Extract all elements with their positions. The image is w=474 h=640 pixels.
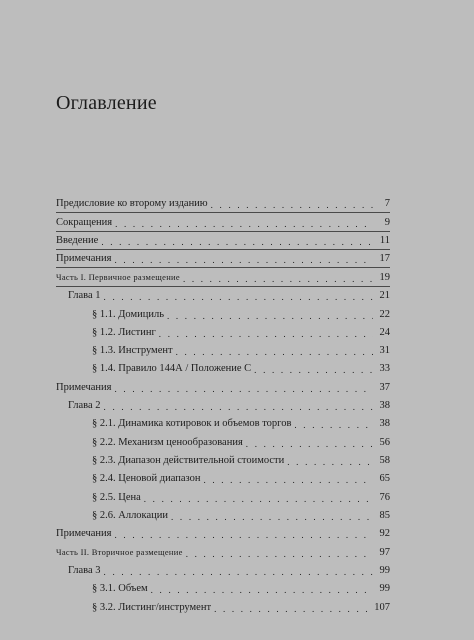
toc-page-number: 22 <box>379 308 390 320</box>
toc-page-number: 38 <box>379 417 390 429</box>
toc-leader-dots <box>176 348 373 357</box>
toc-label: Введение <box>56 234 99 246</box>
toc-page-number: 76 <box>379 491 390 503</box>
toc-row-notes-3[interactable] <box>56 524 390 542</box>
toc-label: § 2.2. Механизм ценообразования <box>92 436 243 448</box>
toc-row-abbreviations[interactable] <box>56 213 390 231</box>
toc-page-number: 92 <box>379 527 390 539</box>
toc-page-number: 31 <box>379 344 390 356</box>
toc-leader-dots <box>287 458 373 467</box>
toc-page-number: 99 <box>379 582 390 594</box>
toc-row-section-2-6[interactable] <box>92 506 390 524</box>
toc-label: § 3.2. Листинг/инструмент <box>92 601 212 613</box>
page-title: Оглавление <box>56 92 157 114</box>
toc-label: Предисловие ко второму изданию <box>56 197 208 209</box>
toc-leader-dots <box>115 256 373 265</box>
toc-page-number: 17 <box>379 252 390 264</box>
toc-page-number: 37 <box>379 381 390 393</box>
toc-row-chapter-3[interactable] <box>68 561 390 579</box>
toc-leader-dots <box>144 495 373 504</box>
toc-label: § 1.4. Правило 144А / Положение С <box>92 362 252 374</box>
toc-row-section-2-3[interactable] <box>92 451 390 469</box>
toc-label: Глава 1 <box>68 289 101 301</box>
toc-label: § 2.4. Ценовой диапазон <box>92 472 201 484</box>
toc-leader-dots <box>115 385 373 394</box>
toc-part-label: Часть I. Первичное размещение <box>56 272 180 282</box>
toc-label: § 3.1. Объем <box>92 582 148 594</box>
toc-leader-dots <box>104 293 373 302</box>
toc-leader-dots <box>115 531 373 540</box>
toc-leader-dots <box>115 220 373 229</box>
toc-leader-dots <box>203 476 373 485</box>
toc-page-number: 38 <box>379 399 390 411</box>
toc-row-chapter-1[interactable] <box>68 286 390 304</box>
toc-label: § 2.6. Аллокации <box>92 509 169 521</box>
toc-leader-dots <box>167 312 373 321</box>
toc-label: Примечания <box>56 381 112 393</box>
toc-page-number: 56 <box>379 436 390 448</box>
toc-label: Глава 2 <box>68 399 101 411</box>
toc-page-number: 99 <box>379 564 390 576</box>
toc-page-number: 24 <box>379 326 390 338</box>
toc-page-number: 65 <box>379 472 390 484</box>
toc-label: § 2.3. Диапазон действительной стоимости <box>92 454 285 466</box>
toc-page-number: 33 <box>379 362 390 374</box>
toc-leader-dots <box>246 440 373 449</box>
toc-part-label: Часть II. Вторичное размещение <box>56 547 183 557</box>
toc-row-section-3-2[interactable] <box>92 598 390 616</box>
toc-leader-dots <box>183 275 373 284</box>
toc-row-introduction[interactable] <box>56 231 390 249</box>
toc-page-number: 9 <box>384 216 390 228</box>
toc-row-section-1-3[interactable] <box>92 341 390 359</box>
toc-leader-dots <box>104 403 373 412</box>
toc-page-number: 7 <box>384 197 390 209</box>
toc-page-number: 107 <box>374 601 390 613</box>
toc-leader-dots <box>186 550 373 559</box>
toc-leader-dots <box>151 586 373 595</box>
toc-leader-dots <box>254 366 373 375</box>
toc-row-section-1-1[interactable] <box>92 305 390 323</box>
toc-label: § 2.5. Цена <box>92 491 141 503</box>
toc-row-chapter-2[interactable] <box>68 396 390 414</box>
toc-page-number: 58 <box>379 454 390 466</box>
toc-row-notes[interactable] <box>56 249 390 267</box>
toc-page-number: 11 <box>379 234 390 246</box>
toc-leader-dots <box>294 421 373 430</box>
toc-page-number: 19 <box>379 271 390 283</box>
toc-leader-dots <box>211 201 373 210</box>
toc-leader-dots <box>159 330 373 339</box>
toc-row-section-2-5[interactable] <box>92 488 390 506</box>
toc-row-section-2-4[interactable] <box>92 469 390 487</box>
toc-label: § 2.1. Динамика котировок и объемов торгов <box>92 417 292 429</box>
toc-leader-dots <box>214 605 371 614</box>
toc-page-number: 21 <box>379 289 390 301</box>
toc-row-section-1-4[interactable] <box>92 359 390 377</box>
toc-page-number: 85 <box>379 509 390 521</box>
toc-row-section-2-2[interactable] <box>92 433 390 451</box>
toc-label: § 1.1. Домициль <box>92 308 164 320</box>
toc-row-part-2[interactable] <box>56 543 390 561</box>
toc-row-part-1[interactable] <box>56 268 390 286</box>
toc-row-notes-2[interactable] <box>56 378 390 396</box>
toc-leader-dots <box>104 568 373 577</box>
toc-label: § 1.3. Инструмент <box>92 344 173 356</box>
toc-row-section-3-1[interactable] <box>92 579 390 597</box>
toc-row-section-1-2[interactable] <box>92 323 390 341</box>
toc-leader-dots <box>171 513 373 522</box>
toc-label: Примечания <box>56 527 112 539</box>
toc-label: Сокращения <box>56 216 113 228</box>
toc-label: § 1.2. Листинг <box>92 326 156 338</box>
toc-leader-dots <box>101 238 373 247</box>
toc-label: Глава 3 <box>68 564 101 576</box>
toc-page-number: 97 <box>379 546 390 558</box>
toc-row-section-2-1[interactable] <box>92 414 390 432</box>
toc-label: Примечания <box>56 252 112 264</box>
toc-row-preface[interactable] <box>56 194 390 212</box>
